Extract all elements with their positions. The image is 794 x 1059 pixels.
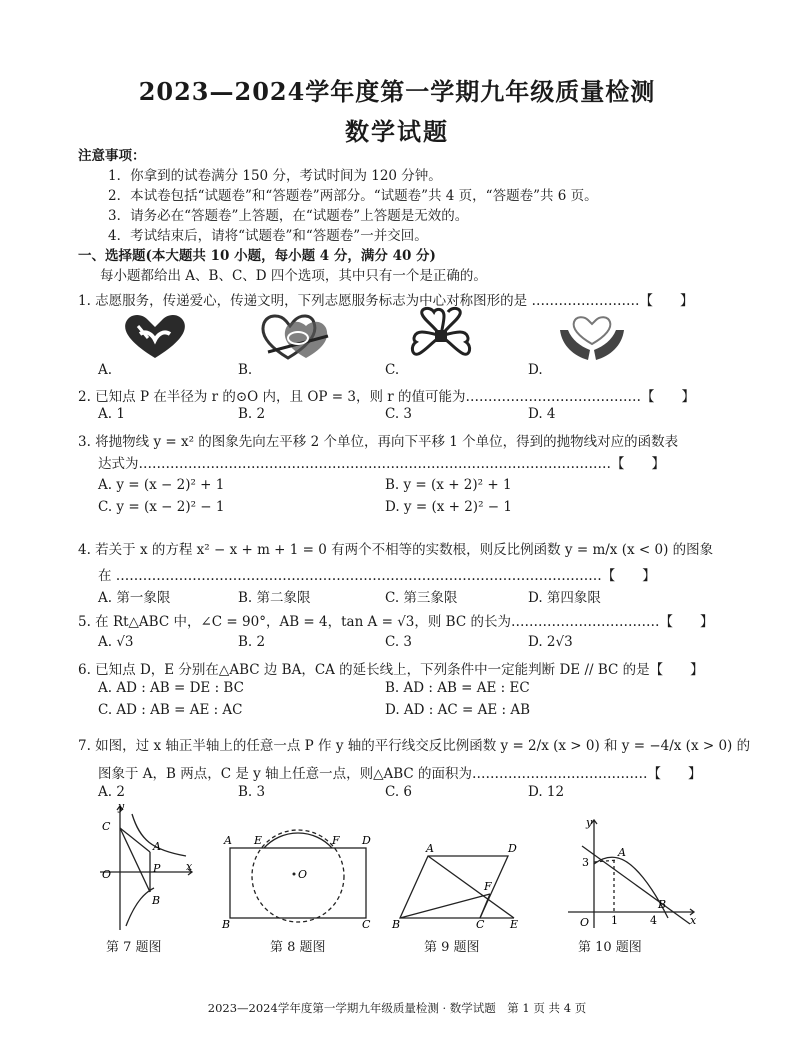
q2-option-b: B. 2 <box>238 406 266 422</box>
q1-option-c: C. <box>385 362 400 378</box>
q2-option-d: D. 4 <box>528 406 556 422</box>
q4-option-a: A. 第一象限 <box>98 590 171 606</box>
q3-option-d: D. y = (x + 2)² − 1 <box>385 499 512 515</box>
q5-option-d: D. 2√3 <box>528 634 573 650</box>
logo-d-hands-heart <box>552 310 632 366</box>
fig9-label-b: B <box>392 918 401 931</box>
fig8-label-o: O <box>298 868 308 881</box>
figure-8-caption: 第 8 题图 <box>270 940 326 955</box>
figure-7-caption: 第 7 题图 <box>106 940 162 955</box>
q3-option-c: C. y = (x − 2)² − 1 <box>98 499 225 515</box>
fig7-label-x: x <box>186 860 193 873</box>
fig7-label-b: B <box>152 894 161 907</box>
question-3-stem-cont: 达式为……………………………………………………………………………………………【 】 <box>98 456 665 472</box>
fig9-label-d: D <box>508 842 517 855</box>
q7-option-c: C. 6 <box>385 784 413 800</box>
fig8-label-e: E <box>254 834 263 847</box>
logo-a-heart-hands <box>118 310 192 362</box>
section-instruction: 每小题都给出 A、B、C、D 四个选项，其中只有一个是正确的。 <box>100 268 487 284</box>
fig10-label-1: 1 <box>611 914 618 927</box>
q5-option-a: A. √3 <box>98 634 134 650</box>
fig10-label-o: O <box>580 916 590 929</box>
logo-c-clover <box>410 306 472 366</box>
q4-option-d: D. 第四象限 <box>528 590 601 606</box>
exam-title: 2023—2024学年度第一学期九年级质量检测 <box>138 77 656 106</box>
fig10-label-3: 3 <box>582 856 589 869</box>
exam-subtitle: 数学试题 <box>345 117 449 146</box>
q7-option-a: A. 2 <box>98 784 125 800</box>
fig7-label-a: A <box>153 840 161 853</box>
fig8-label-a: A <box>224 834 232 847</box>
q4-option-b: B. 第二象限 <box>238 590 311 606</box>
fig8-label-c: C <box>362 918 371 931</box>
page-footer: 2023—2024学年度第一学期九年级质量检测 · 数学试题 第 1 页 共 4 页 <box>207 1001 587 1015</box>
question-6-stem: 6. 已知点 D，E 分别在△ABC 边 BA，CA 的延长线上，下列条件中一定能判断 DE // BC 的是【 】 <box>78 662 704 678</box>
question-4-stem-cont: 在 ………………………………………………………………………………………………【 】 <box>98 568 656 584</box>
q6-option-a: A. AD : AB = DE : BC <box>98 680 244 696</box>
question-3-stem: 3. 将抛物线 y = x² 的图象先向左平移 2 个单位，再向下平移 1 个单位，得到的抛物线对应的函数表 <box>78 434 679 450</box>
q6-option-d: D. AD : AC = AE : AB <box>385 702 531 718</box>
section-heading: 一、选择题(本大题共 10 小题，每小题 4 分，满分 40 分) <box>78 248 436 264</box>
q1-option-a: A. <box>98 362 113 378</box>
fig10-label-a: A <box>618 846 626 859</box>
q1-option-d: D. <box>528 362 543 378</box>
fig7-label-y: y <box>118 800 125 813</box>
question-5-stem: 5. 在 Rt△ABC 中，∠C = 90°，AB = 4，tan A = √3，则 BC 的长为……………………………【 】 <box>78 614 714 630</box>
notice-item-2: 2．本试卷包括“试题卷”和“答题卷”两部分。“试题卷”共 4 页，“答题卷”共 6 页。 <box>108 188 598 204</box>
figure-9-caption: 第 9 题图 <box>424 940 480 955</box>
figure-10-caption: 第 10 题图 <box>578 940 642 955</box>
fig10-label-x: x <box>690 914 697 927</box>
q2-option-c: C. 3 <box>385 406 413 422</box>
fig8-label-d: D <box>362 834 371 847</box>
fig7-label-o: O <box>102 868 112 881</box>
fig7-label-p: P <box>153 862 161 875</box>
figure-10 <box>562 816 702 934</box>
logo-b-double-heart <box>258 308 338 366</box>
q7-option-b: B. 3 <box>238 784 266 800</box>
figure-9 <box>390 836 524 932</box>
figure-7 <box>96 800 200 934</box>
question-4-stem: 4. 若关于 x 的方程 x² − x + m + 1 = 0 有两个不相等的实数根，则反比例函数 y = m/x (x < 0) 的图象 <box>78 542 714 558</box>
question-7-stem: 7. 如图，过 x 轴正半轴上的任意一点 P 作 y 轴的平行线交反比例函数 y = 2/x (x > 0) 和 y = −4/x (x > 0) 的 <box>78 738 751 754</box>
q1-option-b: B. <box>238 362 253 378</box>
q3-option-a: A. y = (x − 2)² + 1 <box>98 477 225 493</box>
fig10-label-b: B <box>658 898 667 911</box>
fig9-label-c: C <box>476 918 485 931</box>
question-1-stem: 1. 志愿服务，传递爱心，传递文明，下列志愿服务标志为中心对称图形的是 ……………………【 】 <box>78 293 694 309</box>
fig9-label-e: E <box>510 918 519 931</box>
notice-item-1: 1．你拿到的试卷满分 150 分，考试时间为 120 分钟。 <box>108 168 442 184</box>
question-7-stem-cont: 图象于 A，B 两点，C 是 y 轴上任意一点，则△ABC 的面积为…………………………………【 】 <box>98 766 702 782</box>
q2-option-a: A. 1 <box>98 406 125 422</box>
q6-option-b: B. AD : AB = AE : EC <box>385 680 530 696</box>
question-2-stem: 2. 已知点 P 在半径为 r 的⊙O 内，且 OP = 3，则 r 的值可能为…………………………………【 】 <box>78 389 696 405</box>
q4-option-c: C. 第三象限 <box>385 590 458 606</box>
fig9-label-f: F <box>484 880 492 893</box>
q7-option-d: D. 12 <box>528 784 565 800</box>
q5-option-b: B. 2 <box>238 634 266 650</box>
fig8-label-f: F <box>332 834 340 847</box>
fig8-label-b: B <box>222 918 231 931</box>
figure-8 <box>220 820 378 932</box>
q6-option-c: C. AD : AB = AE : AC <box>98 702 243 718</box>
fig10-label-4: 4 <box>650 914 657 927</box>
fig7-label-c: C <box>102 820 111 833</box>
notice-item-4: 4．考试结束后，请将“试题卷”和“答题卷”一并交回。 <box>108 228 428 244</box>
notice-item-3: 3．请务必在“答题卷”上答题，在“试题卷”上答题是无效的。 <box>108 208 469 224</box>
fig10-label-y: y <box>586 816 593 829</box>
fig9-label-a: A <box>426 842 434 855</box>
q5-option-c: C. 3 <box>385 634 413 650</box>
notice-heading: 注意事项： <box>78 148 146 164</box>
q3-option-b: B. y = (x + 2)² + 1 <box>385 477 512 493</box>
